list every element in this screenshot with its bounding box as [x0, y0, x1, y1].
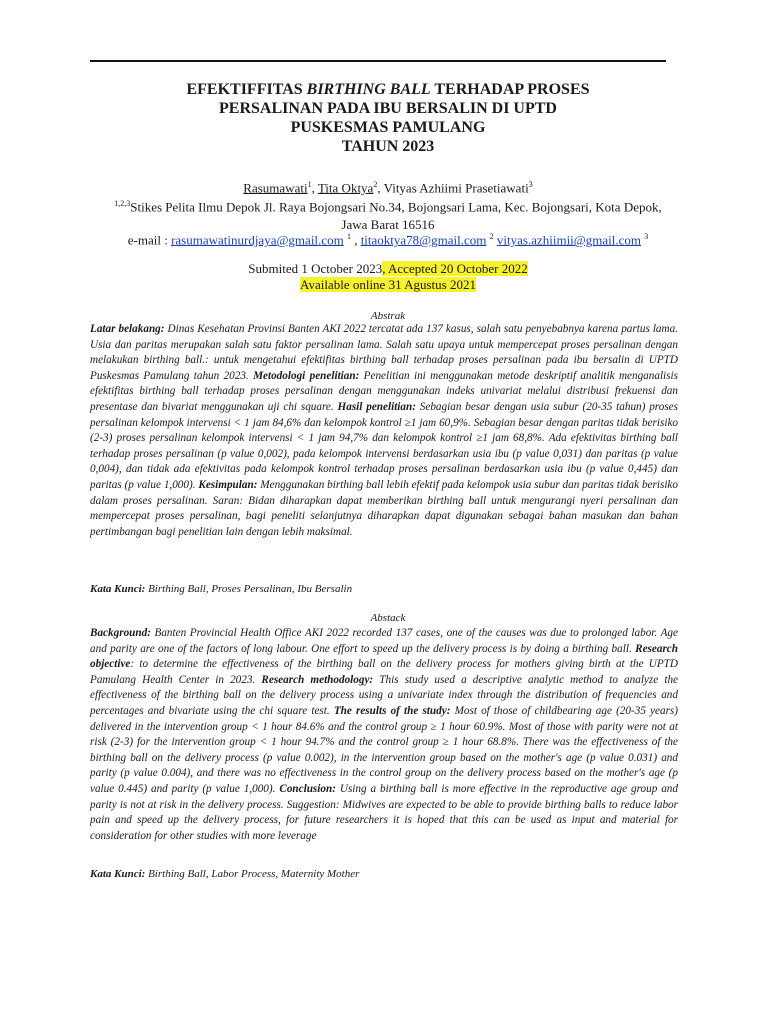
- email-link-1[interactable]: rasumawatinurdjaya@gmail.com: [171, 232, 344, 248]
- affiliation-line-1: Stikes Pelita Ilmu Depok Jl. Raya Bojongsari No.34, Bojongsari Lama, Kec. Bojongsari, Kota Depok,: [130, 199, 662, 215]
- author-list: Rasumawati$^1$, Tita Oktya$^2$, Vityas Azhiimi Prasetiawati$^3$: [243, 180, 533, 196]
- abstract-heading: Abstack: [370, 612, 406, 624]
- affiliation: $^{1,2,3}$Stikes Pelita Ilmu Depok Jl. Raya Bojongsari No.34, Bojongsari Lama, Kec. Bojongsari, Kota Depok, Jawa Barat 16516: [90, 195, 686, 234]
- author-3: Vityas Azhiimi Prasetiawati: [383, 180, 529, 196]
- title-line-2: PERSALINAN PADA IBU BERSALIN DI UPTD: [219, 100, 557, 117]
- email-link-3[interactable]: vityas.azhiimii@gmail.com: [496, 232, 642, 248]
- affiliation-line-2: Jawa Barat 16516: [341, 217, 435, 233]
- top-rule: [90, 60, 666, 62]
- title-line-4: TAHUN 2023: [341, 138, 435, 155]
- submission-dates: [90, 261, 686, 293]
- online-date: Available online 31 Agustus 2021: [300, 277, 476, 292]
- title-line-1: EFEKTIFFITAS BIRTHING BALL TERHADAP PROSES: [186, 81, 590, 98]
- author-2: Tita Oktya: [317, 180, 374, 196]
- abstract-body: Background: Banten Provincial Health Office AKI 2022 recorded 137 cases, one of the causes was due to prolonged labor. Age and parity are one of the factors of long labour. One effort to speed up the delivery process is by doing a birthing ball. Research objective: to determine the effectiveness of the birthing ball on the delivery process for mothers giving birth at the UPTD Pamulang Health Center in 2023. Research methodology: This study used a descriptive analytic method to analyze the effectiveness of the birthing ball on the delivery process using a univariate index through the distribution of frequencies and percentages and bivariate using the chi square test. The results of the study: Most of those of childbearing age (20-35 years) delivered in the intervention group < 1 hour 84.6% and the control group ≥ 1 hour 60.9%. Most of those with parity were not at risk (2-3) for the intervention group < 1 hour 94.7% and the control group ≥ 1 hour 68.8%. There was the effectiveness of the birthing ball on the delivery process (p value 0.002), in the intervention group based on the mother's age (p value 0.031) and parity (p value 0.004), and there was no effectiveness in the control group on the delivery process based on the mother's age (p value 0.445) and parity (p value 1,000). Conclusion: Using a birthing ball is more effective in the reproductive age group and parity is not at risk in the delivery process. Suggestion: Midwives are expected to be able to provide birthing balls to reduce labor pain and speed up the delivery process, for future researchers it is hoped that this can be used as input and material for consideration for other studies with more leverage: [90, 627, 679, 842]
- author-1: Rasumawati: [243, 180, 308, 196]
- paper-title: [90, 80, 686, 156]
- submitted-date: Submited 1 October 2023: [248, 261, 383, 276]
- title-line-3: PUSKESMAS PAMULANG: [290, 119, 486, 136]
- keywords-english: Kata Kunci: Birthing Ball, Labor Process, Maternity Mother: [90, 868, 360, 880]
- email-line: e-mail : rasumawatinurdjaya@gmail.com $^1$ , titaoktya78@gmail.com $^2$ vityas.azhiimii@gmail.com $^3$: [127, 232, 649, 248]
- title-italic-term: BIRTHING BALL: [306, 81, 431, 98]
- accepted-date: , Accepted 20 October 2022: [382, 261, 528, 276]
- email-link-2[interactable]: titaoktya78@gmail.com: [360, 232, 487, 248]
- abstrak-body: Latar belakang: Dinas Kesehatan Provinsi Banten AKI 2022 tercatat ada 137 kasus, salah satu penyebabnya karena partus lama. Usia dan paritas merupakan salah satu faktor persalinan lama. Salah satu upaya untuk mempercepat proses persalinan dengan melakukan birthing ball.: untuk mengetahui efektifitas birthing ball terhadap proses persalinan pada ibu bersalin di UPTD Puskesmas Pamulang tahun 2023. Metodologi penelitian: Penelitian ini menggunakan metode deskriptif analitik menganalisis efektifitas birthing ball terhadap proses persalinan dengan menggunakan indeks univariat melalui distribusi frekuensi dan presentase dan bivariat menggunakan uji chi square. Hasil penelitian: Sebagian besar dengan usia subur (20-35 tahun) proses persalinan kelompok intervensi < 1 jam 84,6% dan kelompok kontrol ≥1 jam 60,9%. Sebagian besar dengan paritas tidak berisiko (2-3) proses persalinan kelompok intervensi < 1 jam 94,7% dan kelompok kontrol ≥1 jam 68,8%. Ada efektivitas birthing ball terhadap proses persalinan (p value 0,002), pada kelompok intervensi berdasarkan usia ibu (p value 0,031) dan paritas (p value 0,004), dan tidak ada efektivitas pada kelompok kontrol terhadap proses persalinan berdasarkan usia ibu (p value 0,445) dan paritas (p value 1,000). Kesimpulan: Menggunakan birthing ball lebih efektif pada kelompok usia subur dan paritas tidak berisiko dalam proses persalinan. Saran: Bidan diharapkan dapat memberikan birthing ball untuk mengurangi nyeri persalinan dan mempercepat proses persalinan, bagi peneliti selanjutnya diharapkan dapat digunakan sebagai bahan masukan dan bahan pertimbangan bagi penelitian lain dengan lebih maksimal.: [90, 323, 678, 538]
- keywords-indonesian: Kata Kunci: Birthing Ball, Proses Persalinan, Ibu Bersalin: [90, 583, 353, 595]
- abstrak-heading: Abstrak: [370, 310, 406, 322]
